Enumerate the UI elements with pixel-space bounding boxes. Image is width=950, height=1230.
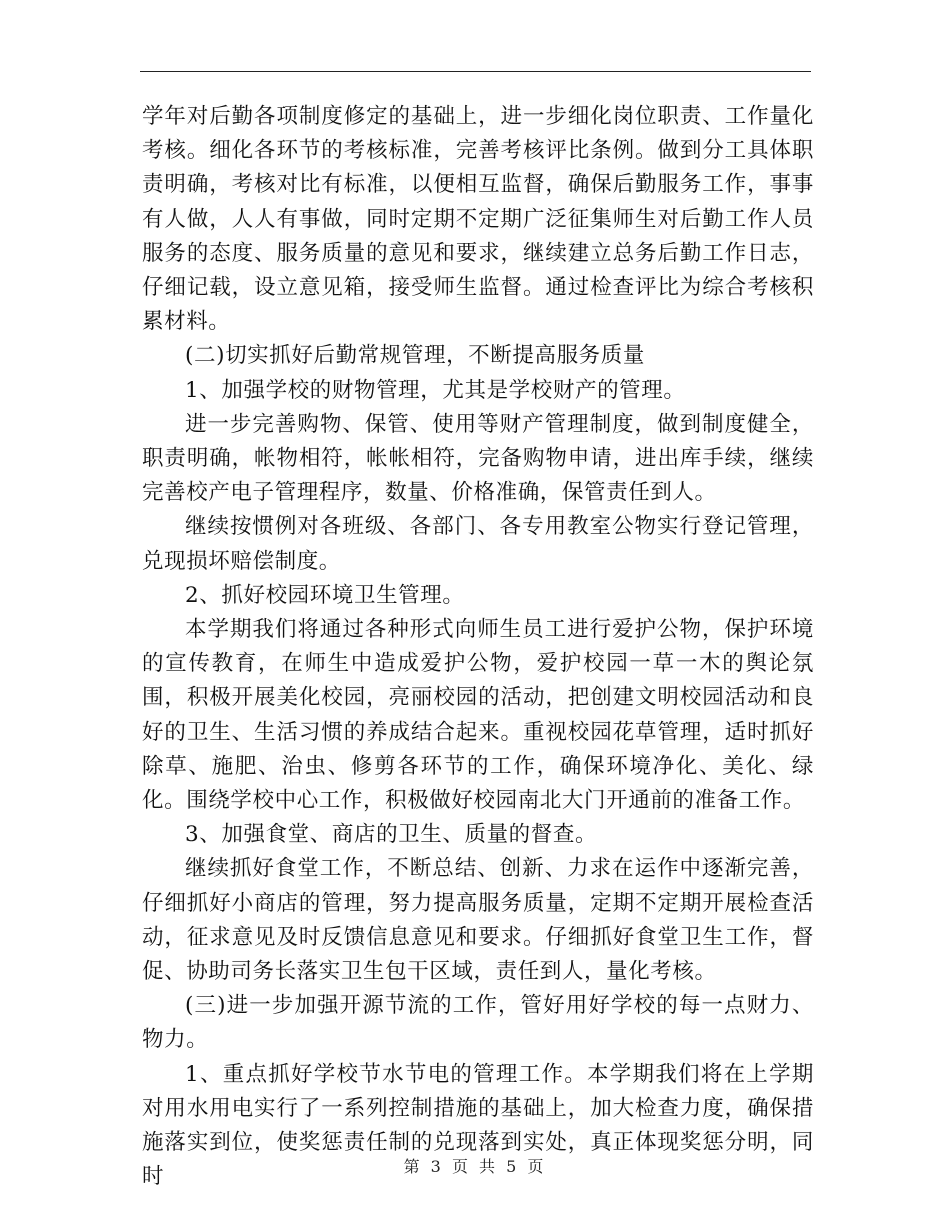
subheading: 1、加强学校的财物管理，尤其是学校财产的管理。: [185, 377, 686, 403]
paragraph: 1、重点抓好学校节水节电的管理工作。本学期我们将在上学期对用水用电实行了一系列控制措施的基础上，加大检查力度，确保措施落实到位，使奖惩责任制的兑现落到实处，真正体现奖惩分明，同时: [142, 1061, 814, 1190]
paragraph: 继续按惯例对各班级、各部门、各专用教室公物实行登记管理，兑现损坏赔偿制度。: [142, 514, 814, 574]
header-rule: [140, 71, 811, 72]
section-heading: (三)进一步加强开源节流的工作，管好用好学校的每一点财力、物力。: [142, 993, 814, 1053]
paragraph: 本学期我们将通过各种形式向师生员工进行爱护公物，保护环境的宣传教育，在师生中造成爱护公物，爱护校园一草一木的舆论氛围，积极开展美化校园，亮丽校园的活动，把创建文明校园活动和良好的卫生、生活习惯的养成结合起来。重视校园花草管理，适时抓好除草、施肥、治虫、修剪各环节的工作，确保环境净化、美化、绿化。围绕学校中心工作，积极做好校园南北大门开通前的准备工作。: [142, 617, 814, 814]
paragraph: 进一步完善购物、保管、使用等财产管理制度，做到制度健全，职责明确，帐物相符，帐帐相符，完备购物申请，进出库手续，继续完善校产电子管理程序，数量、价格准确，保管责任到人。: [142, 411, 814, 506]
paragraph: 学年对后勤各项制度修定的基础上，进一步细化岗位职责、工作量化考核。细化各环节的考核标准，完善考核评比条例。做到分工具体职责明确，考核对比有标准，以便相互监督，确保后勤服务工作，事事有人做，人人有事做，同时定期不定期广泛征集师生对后勤工作人员服务的态度、服务质量的意见和要求，继续建立总务后勤工作日志，仔细记载，设立意见箱，接受师生监督。通过检查评比为综合考核积累材料。: [142, 104, 814, 335]
document-body: [142, 100, 814, 1195]
subheading: 2、抓好校园环境卫生管理。: [185, 582, 465, 608]
section-heading: (二)切实抓好后勤常规管理，不断提高服务质量: [185, 343, 645, 369]
paragraph: 继续抓好食堂工作，不断总结、创新、力求在运作中逐渐完善，仔细抓好小商店的管理，努力提高服务质量，定期不定期开展检查活动，征求意见及时反馈信息意见和要求。仔细抓好食堂卫生工作，督促、协助司务长落实卫生包干区域，责任到人，量化考核。: [142, 856, 814, 985]
page-footer: 第 3 页 共 5 页: [403, 1157, 547, 1176]
subheading: 3、加强食堂、商店的卫生、质量的督查。: [185, 822, 598, 848]
